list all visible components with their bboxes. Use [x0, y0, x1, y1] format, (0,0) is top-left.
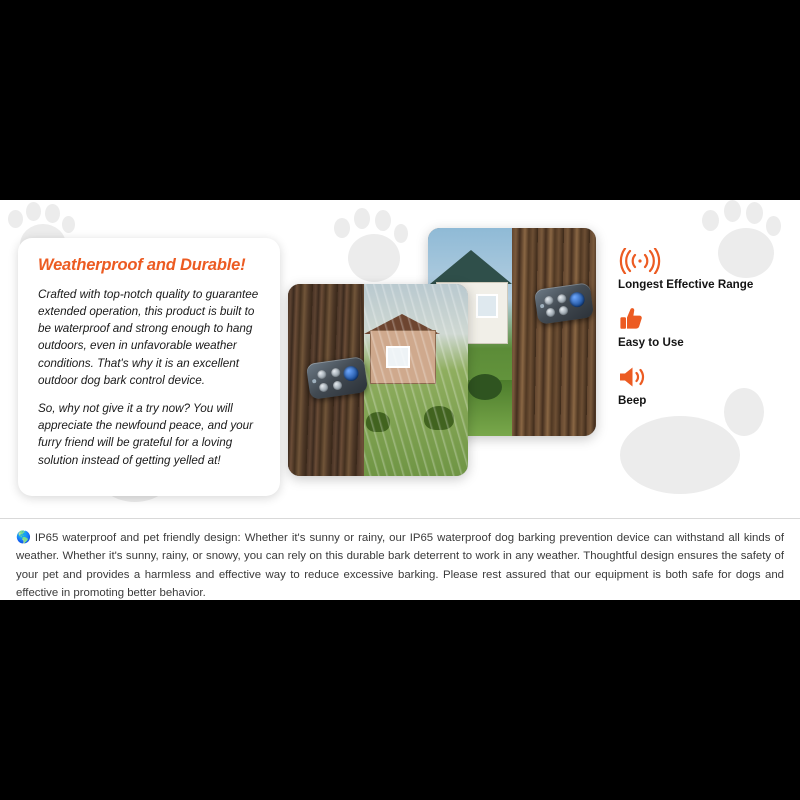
- device-indicator-light: [343, 365, 360, 382]
- footer-description: [0, 520, 800, 600]
- bush-shape: [468, 374, 502, 400]
- feature-label: Easy to Use: [618, 335, 684, 349]
- roof-shape: [430, 250, 512, 284]
- shrub-shape: [366, 412, 390, 432]
- speaker-sound-icon: [618, 364, 794, 392]
- card-paragraph-2: So, why not give it a try now? You will appreciate the newfound peace, and your furry friend will be grateful for a loving solution instead of getting yelled at!: [38, 402, 254, 467]
- shrub-shape: [424, 406, 454, 430]
- device-button: [544, 295, 554, 305]
- feature-list: [618, 248, 794, 422]
- feature-label: Beep: [618, 393, 647, 407]
- footer-paragraph: [6, 520, 794, 600]
- card-paragraph-1: Crafted with top-notch quality to guarantee extended operation, this product is built to be waterproof and strong enough to hang outdoors, even in unfavorable weather conditions. That's why it is an excellent outdoor dog bark control device.: [38, 287, 259, 387]
- product-photo-rain: [288, 284, 468, 476]
- footer-paragraph-text: IP65 waterproof and pet friendly design: Whether it's sunny or rainy, our IP65 waterproof dog barking prevention device can withstand all kinds of weather. Whether it's sunny, rainy, or snowy, you can rely on this durable bark deterrent to work in any weather. Thoughtful design ensures the safety of your pet and provides a harmless and effective way to reduce excessive barking. Please rest assured that our equipment is both safe for dogs and effective in promoting better behavior.: [16, 532, 784, 600]
- device-speaker-dot: [312, 379, 317, 384]
- feature-item-range: [618, 248, 794, 292]
- tree-bark-texture: [512, 228, 596, 436]
- device-button: [317, 369, 327, 379]
- content-band: [0, 200, 800, 600]
- device-button: [331, 368, 341, 378]
- rainy-yard-scene: [364, 284, 468, 476]
- feature-label: Longest Effective Range: [618, 278, 754, 291]
- device-button: [558, 306, 568, 316]
- house-window: [476, 294, 498, 318]
- device-button: [319, 382, 329, 392]
- hero-section: [0, 200, 800, 510]
- feature-item-beep: [618, 364, 794, 408]
- device-button: [546, 307, 556, 317]
- device-speaker-dot: [540, 304, 545, 309]
- device-indicator-light: [569, 291, 586, 308]
- card-title: Weatherproof and Durable!: [38, 256, 246, 274]
- divider: [0, 518, 800, 519]
- weatherproof-text-card: [18, 238, 280, 496]
- thumbs-up-icon: [618, 306, 794, 334]
- house-window: [386, 346, 410, 368]
- feature-item-easy-to-use: [618, 306, 794, 350]
- globe-icon: 🌎: [16, 530, 32, 544]
- device-button: [332, 380, 342, 390]
- device-button: [557, 294, 567, 304]
- signal-waves-icon: [618, 248, 794, 276]
